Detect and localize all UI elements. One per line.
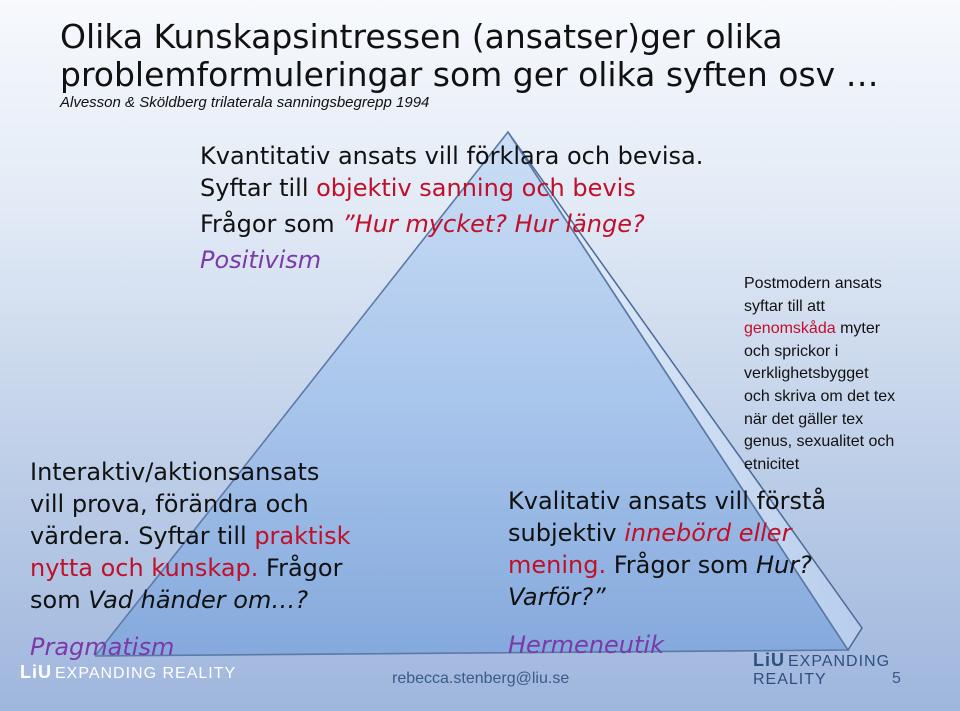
pragmatism-label: Pragmatism [30,633,175,661]
positivism-label: Positivism [200,246,322,274]
positivism-block: Kvantitativ ansats vill förklara och bevisa. Syftar till objektiv sanning och bevis Frågor som ”Hur mycket? Hur länge? Positivism [200,142,704,274]
pragmatism-block: Interaktiv/aktionsansats vill prova, förändra och värdera. Syftar till praktisk nytta och kunskap. Frågor som Vad händer om…? [30,458,351,614]
slide-subtitle: Alvesson & Sköldberg trilaterala sanningsbegrepp 1994 [60,94,430,111]
footer-email: rebecca.stenberg@liu.se [392,670,570,687]
liu-logo-left: LiU EXPANDING REALITY [20,662,237,682]
hermeneutik-block: Kvalitativ ansats vill förstå subjektiv innebörd eller mening. Frågor som Hur? Varför?” [508,487,827,611]
slide-title: Olika Kunskapsintressen (ansatser)ger olika problemformuleringar som ger olika syften osv … [60,17,879,94]
liu-logo-right: LiU EXPANDING REALITY [753,650,891,688]
hermeneutik-label: Hermeneutik [508,631,664,659]
page-number: 5 [892,670,901,687]
postmodern-text: Postmodern ansats syftar till att genomskåda myter och sprickor i verklighetsbygget och skriva om det tex när det gäller tex genus, sexualitet och etnicitet [744,275,896,473]
